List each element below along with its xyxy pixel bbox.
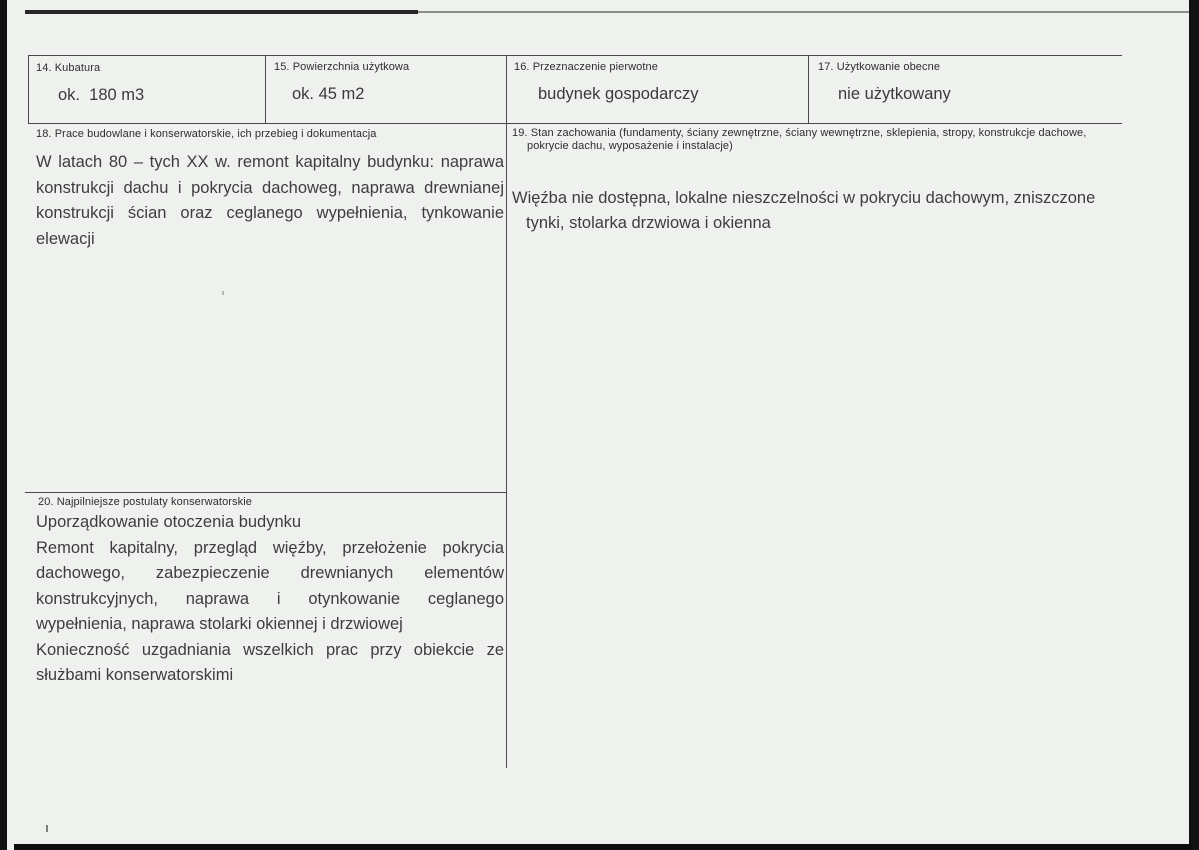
field-17-label: 17. Użytkowanie obecne	[818, 61, 941, 73]
table-border-row1-bottom	[28, 123, 1122, 124]
field-19-text-line: tynki, stolarka drzwiowa i okienna	[526, 214, 771, 232]
field-20-text-line: wypełnienia, naprawa stolarki okiennej i drzwiowej	[36, 615, 403, 633]
scan-edge-bottom	[14, 844, 1192, 850]
table-divider-15-16	[506, 55, 507, 123]
table-divider-16-17	[808, 55, 809, 123]
field-20-text-line: konstrukcyjnych, naprawa i otynkowanie ceglanego	[36, 589, 504, 608]
field-19-text	[512, 186, 1172, 236]
field-18-text-line: W latach 80 – tych XX w. remont kapitalny budynku: naprawa	[36, 153, 504, 171]
field-20-text-line: Uporządkowanie otoczenia budynku	[36, 513, 302, 531]
field-15-label: 15. Powierzchnia użytkowa	[274, 61, 410, 73]
scan-edge-right	[1189, 0, 1199, 850]
field-20-label: 20. Najpilniejsze postulaty konserwatorskie	[38, 496, 253, 508]
table-border-top	[28, 55, 1122, 56]
field-20-text-line: służbami konserwatorskimi	[36, 666, 234, 684]
field-20-text-line: dachowego, zabezpieczenie drewnianych elementów	[36, 564, 504, 582]
field-20-text-line: Konieczność uzgadniania wszelkich prac przy obiekcie ze	[36, 640, 504, 659]
field-14-label: 14. Kubatura	[36, 62, 101, 74]
field-18-text-line: konstrukcji dachu i pokrycia dachoweg, naprawa drewnianej	[36, 178, 504, 197]
field-19-label: 19. Stan zachowania (fundamenty, ściany zewnętrzne, ściany wewnętrzne, sklepienia, stropy, konstrukcje dachowe,	[512, 127, 1087, 139]
field-18-text-line: konstrukcji ścian oraz ceglanego wypełnienia, tynkowanie	[36, 204, 504, 222]
field-20-text-line: Remont kapitalny, przegląd więźby, przełożenie pokrycia	[36, 538, 504, 557]
field-19-label-continued: pokrycie dachu, wyposażenie i instalacje)	[527, 140, 733, 152]
field-18-text-line: elewacji	[36, 229, 95, 248]
table-border-row1-left	[28, 55, 29, 123]
field-15-value: ok. 45 m2	[292, 85, 365, 103]
scan-artifact-top-line-thin	[418, 11, 1189, 13]
scan-edge-left	[0, 0, 7, 850]
field-16-label: 16. Przeznaczenie pierwotne	[514, 61, 658, 73]
field-20-text	[36, 510, 504, 689]
field-14-value: ok. 180 m3	[58, 86, 145, 104]
scan-artifact-top-line-thick	[25, 10, 418, 14]
field-16-value: budynek gospodarczy	[538, 85, 699, 103]
table-divider-center-column	[506, 123, 507, 768]
scan-speck	[46, 825, 48, 832]
table-divider-14-15	[265, 55, 266, 123]
field-17-value: nie użytkowany	[838, 85, 951, 103]
field-18-label: 18. Prace budowlane i konserwatorskie, ich przebieg i dokumentacja	[36, 128, 377, 140]
field-19-text-line: Więźba nie dostępna, lokalne nieszczelności w pokryciu dachowym, zniszczone	[512, 189, 1096, 207]
table-divider-18-20	[25, 492, 506, 493]
scan-speck	[222, 291, 224, 295]
field-18-text	[36, 150, 504, 252]
